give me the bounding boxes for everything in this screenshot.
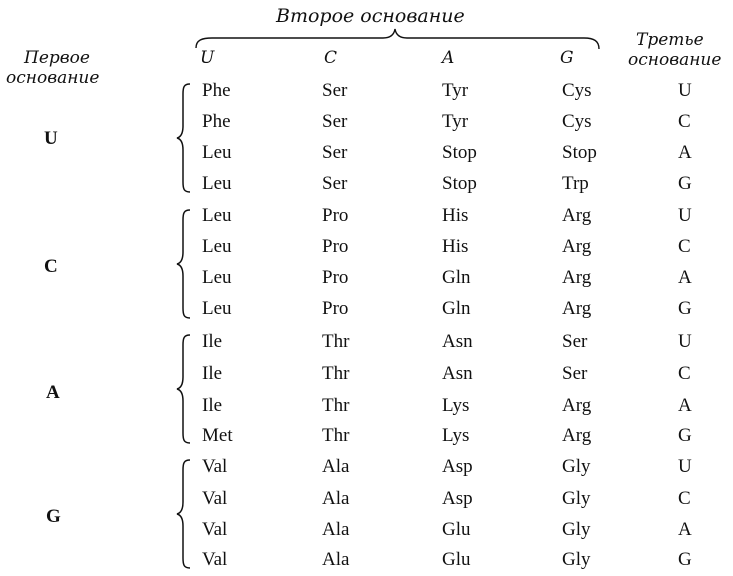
cell-uuu: Phe xyxy=(202,80,231,101)
cell-cau: His xyxy=(442,205,469,226)
cell-cgu: Arg xyxy=(562,205,592,226)
cell-ccu: Pro xyxy=(322,205,349,226)
cell-gau: Asp xyxy=(442,456,473,477)
cell-aca: Thr xyxy=(322,395,350,416)
cell-uga: Stop xyxy=(562,142,597,163)
second-base-title: Второе основание xyxy=(276,5,465,27)
cell-uug: Leu xyxy=(202,173,232,194)
cell-ggc: Gly xyxy=(562,488,591,509)
first-base-a: A xyxy=(46,382,60,403)
third-base-cu: U xyxy=(678,205,692,226)
cell-agg: Arg xyxy=(562,425,592,446)
cell-gca: Ala xyxy=(322,519,350,540)
cell-gcc: Ala xyxy=(322,488,350,509)
third-base-ag: G xyxy=(678,425,692,446)
cell-cga: Arg xyxy=(562,267,592,288)
cell-auc: Ile xyxy=(202,363,223,384)
third-base-ga: A xyxy=(678,519,692,540)
cell-ccg: Pro xyxy=(322,298,349,319)
cell-cag: Gln xyxy=(442,298,471,319)
cell-guc: Val xyxy=(202,488,228,509)
cell-aau: Asn xyxy=(442,331,473,352)
third-base-uc: C xyxy=(678,111,691,132)
cell-agc: Ser xyxy=(562,363,588,384)
column-header-u: U xyxy=(200,48,215,68)
third-base-label-line2: основание xyxy=(628,50,722,70)
cell-cac: His xyxy=(442,236,469,257)
cell-uua: Leu xyxy=(202,142,232,163)
cell-ucu: Ser xyxy=(322,80,348,101)
third-base-gc: C xyxy=(678,488,691,509)
third-base-cg: G xyxy=(678,298,692,319)
first-base-label-line1: Первое xyxy=(24,48,90,68)
cell-acg: Thr xyxy=(322,425,350,446)
cell-gaa: Glu xyxy=(442,519,471,540)
third-base-ca: A xyxy=(678,267,692,288)
cell-ugc: Cys xyxy=(562,111,592,132)
cell-gga: Gly xyxy=(562,519,591,540)
cell-cug: Leu xyxy=(202,298,232,319)
cell-acc: Thr xyxy=(322,363,350,384)
cell-cgg: Arg xyxy=(562,298,592,319)
cell-uac: Tyr xyxy=(442,111,469,132)
first-base-label-line2: основание xyxy=(6,68,100,88)
cell-acu: Thr xyxy=(322,331,350,352)
cell-cgc: Arg xyxy=(562,236,592,257)
column-header-c: C xyxy=(324,48,338,68)
cell-uuc: Phe xyxy=(202,111,231,132)
cell-aaa: Lys xyxy=(442,395,470,416)
cell-uca: Ser xyxy=(322,142,348,163)
cell-auu: Ile xyxy=(202,331,223,352)
cell-ugu: Cys xyxy=(562,80,592,101)
first-base-u: U xyxy=(44,128,58,149)
cell-ucg: Ser xyxy=(322,173,348,194)
group-brace-u xyxy=(176,82,196,194)
cell-cuc: Leu xyxy=(202,236,232,257)
first-base-g: G xyxy=(46,506,61,527)
cell-cua: Leu xyxy=(202,267,232,288)
cell-guu: Val xyxy=(202,456,228,477)
cell-gac: Asp xyxy=(442,488,473,509)
cell-uaa: Stop xyxy=(442,142,477,163)
cell-ggg: Gly xyxy=(562,549,591,570)
cell-cca: Pro xyxy=(322,267,349,288)
group-brace-c xyxy=(176,208,196,320)
cell-gcg: Ala xyxy=(322,549,350,570)
column-header-a: A xyxy=(442,48,455,68)
cell-ccc: Pro xyxy=(322,236,349,257)
column-header-g: G xyxy=(560,48,574,68)
cell-caa: Gln xyxy=(442,267,471,288)
third-base-au: U xyxy=(678,331,692,352)
first-base-c: C xyxy=(44,256,58,277)
cell-gcu: Ala xyxy=(322,456,350,477)
group-brace-a xyxy=(176,333,196,445)
third-base-ac: C xyxy=(678,363,691,384)
group-brace-g xyxy=(176,458,196,570)
third-base-uu: U xyxy=(678,80,692,101)
cell-gua: Val xyxy=(202,519,228,540)
cell-gag: Glu xyxy=(442,549,471,570)
cell-uau: Tyr xyxy=(442,80,469,101)
third-base-ug: G xyxy=(678,173,692,194)
third-base-label-line1: Третье xyxy=(636,30,704,50)
third-base-cc: C xyxy=(678,236,691,257)
cell-aug: Met xyxy=(202,425,233,446)
cell-aga: Arg xyxy=(562,395,592,416)
third-base-gg: G xyxy=(678,549,692,570)
cell-aag: Lys xyxy=(442,425,470,446)
cell-uag: Stop xyxy=(442,173,477,194)
second-base-brace xyxy=(0,0,733,60)
cell-ugg: Trp xyxy=(562,173,589,194)
cell-agu: Ser xyxy=(562,331,588,352)
cell-aac: Asn xyxy=(442,363,473,384)
third-base-aa: A xyxy=(678,395,692,416)
cell-ggu: Gly xyxy=(562,456,591,477)
cell-ucc: Ser xyxy=(322,111,348,132)
cell-aua: Ile xyxy=(202,395,223,416)
third-base-ua: A xyxy=(678,142,692,163)
cell-cuu: Leu xyxy=(202,205,232,226)
cell-gug: Val xyxy=(202,549,228,570)
third-base-gu: U xyxy=(678,456,692,477)
